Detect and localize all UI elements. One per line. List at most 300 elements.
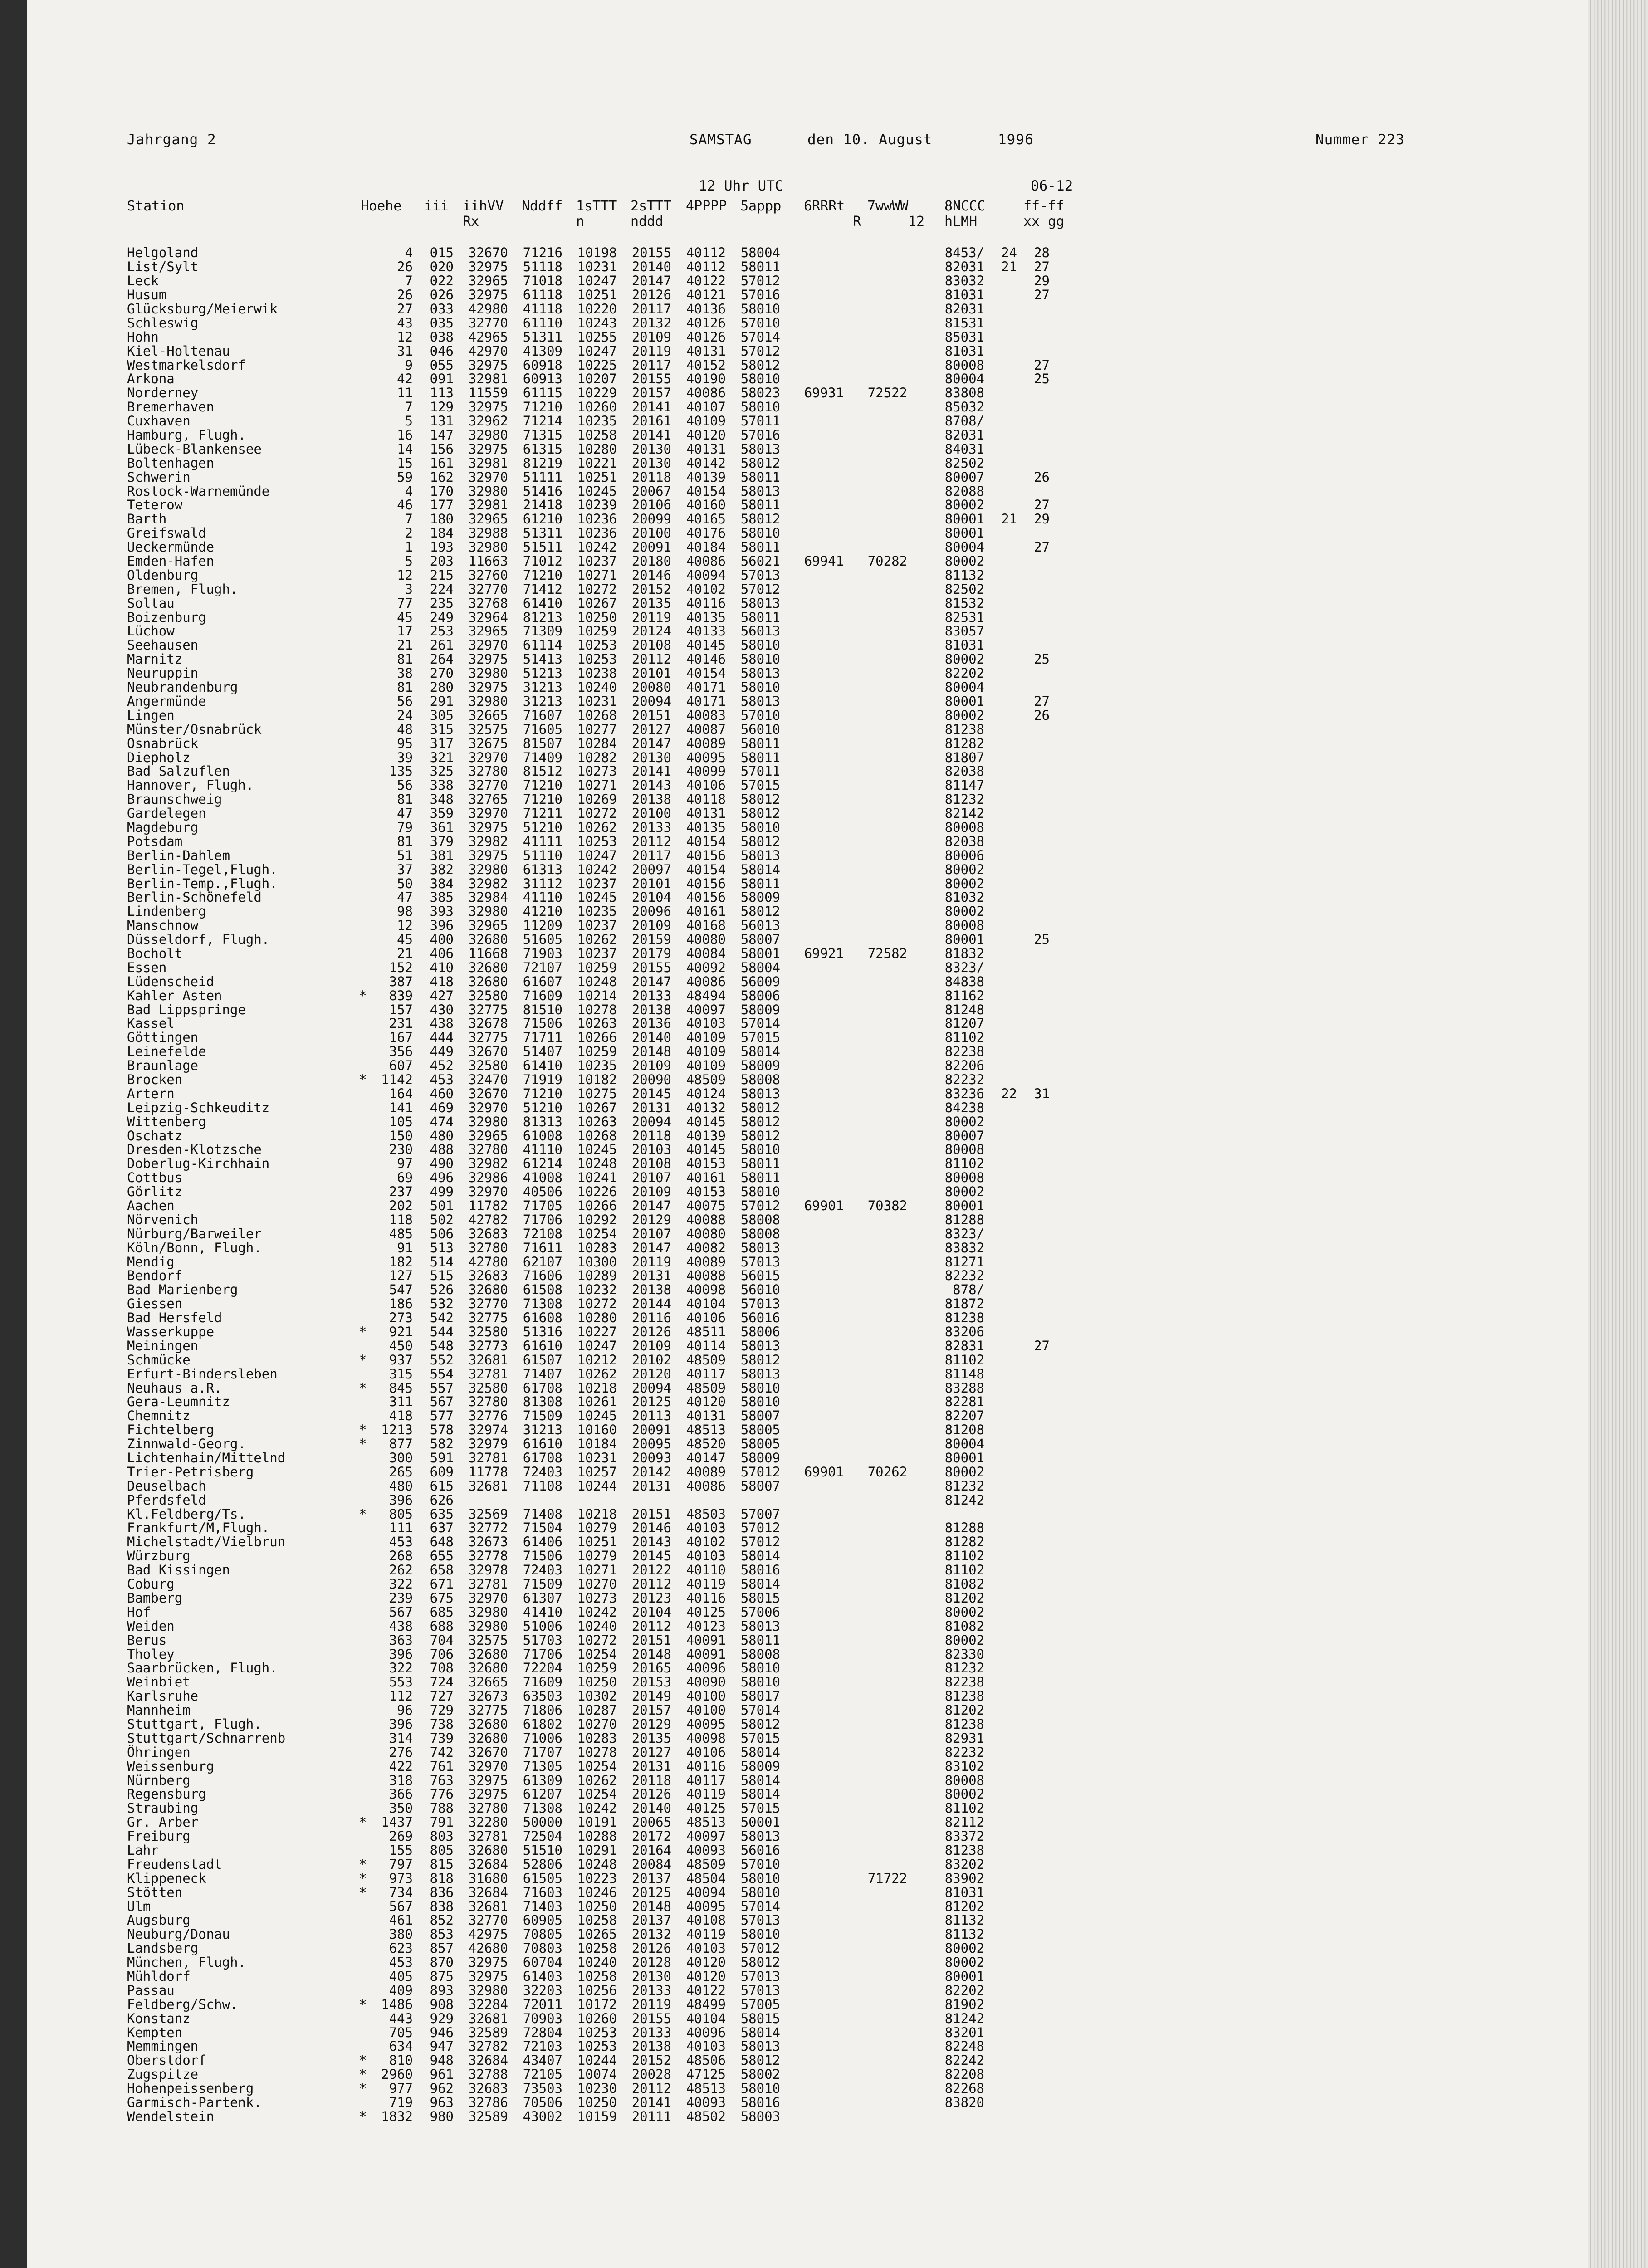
group-cloud: 81032 — [944, 890, 984, 905]
gust-value — [1017, 778, 1050, 792]
group-tendency: 57010 — [740, 315, 780, 331]
group-precip — [780, 1002, 844, 1017]
gust-value — [1017, 1535, 1050, 1549]
alpine-marker — [354, 666, 372, 680]
group-cloud: 81031 — [944, 637, 984, 653]
group-temp: 10289 — [577, 1268, 617, 1284]
group-temp: 10250 — [577, 609, 617, 625]
group-tendency: 57011 — [740, 413, 780, 429]
table-row — [127, 1535, 1050, 1549]
station-id: 444 — [430, 1030, 454, 1046]
group-temp: 10253 — [577, 651, 617, 667]
table-row — [127, 1297, 1050, 1311]
table-row — [127, 736, 1050, 750]
group-ihvv: 32965 — [468, 511, 508, 527]
group-pressure: 40131 — [686, 806, 726, 821]
alpine-marker — [354, 1549, 372, 1563]
group-tendency: 58012 — [740, 1114, 780, 1129]
station-height: 186 — [389, 1296, 413, 1312]
alpine-marker — [354, 1409, 372, 1423]
group-tendency: 58006 — [740, 987, 780, 1003]
station-id: 162 — [430, 469, 454, 485]
alpine-marker — [354, 414, 372, 428]
station-name: Mannheim — [127, 1702, 191, 1718]
station-height: 24 — [397, 707, 413, 723]
group-weather — [844, 1451, 907, 1465]
group-precip — [780, 428, 844, 442]
group-pressure: 40131 — [686, 1408, 726, 1424]
group-precip — [780, 974, 844, 988]
table-row — [127, 1815, 1050, 1829]
group-temp: 10245 — [577, 1408, 617, 1424]
gust-max — [984, 694, 1017, 709]
table-body — [127, 246, 1050, 2123]
station-id: 253 — [430, 623, 454, 639]
group-cloud: 82206 — [944, 1058, 984, 1074]
station-height: 719 — [389, 2095, 413, 2110]
group-dewpoint: 20141 — [631, 763, 671, 779]
group-dewpoint: 20135 — [631, 1730, 671, 1746]
table-row — [127, 1437, 1050, 1451]
alpine-marker: * — [359, 2053, 367, 2068]
group-nddff: 61207 — [523, 1786, 562, 1802]
group-dewpoint: 20131 — [631, 1100, 671, 1115]
group-cloud: 82038 — [944, 833, 984, 849]
station-height: 973 — [389, 1870, 413, 1886]
gust-value — [1017, 554, 1050, 568]
group-temp: 10271 — [577, 777, 617, 793]
gust-max — [984, 1815, 1017, 1829]
group-pressure: 40086 — [686, 385, 726, 401]
station-id: 875 — [430, 1968, 454, 1984]
group-ihvv: 32575 — [468, 1632, 508, 1648]
station-height: 164 — [389, 1085, 413, 1101]
group-nddff: 72403 — [523, 1562, 562, 1578]
station-name: Hamburg, Flugh. — [127, 427, 246, 443]
group-pressure: 40095 — [686, 749, 726, 765]
group-temp: 10272 — [577, 1632, 617, 1648]
group-dewpoint: 20151 — [631, 1506, 671, 1522]
station-name: Boltenhagen — [127, 455, 215, 471]
group-pressure: 40103 — [686, 1548, 726, 1564]
group-nddff: 60913 — [523, 371, 562, 387]
group-nddff: 71919 — [523, 1071, 562, 1087]
group-tendency: 57013 — [740, 1982, 780, 1998]
table-row — [127, 526, 1050, 540]
group-ihvv: 42980 — [468, 301, 508, 317]
gust-value: 27 — [1034, 497, 1050, 513]
group-pressure: 40100 — [686, 1688, 726, 1704]
group-ihvv: 32770 — [468, 777, 508, 793]
gust-value — [1017, 947, 1050, 961]
station-id: 315 — [430, 721, 454, 737]
group-nddff: 60905 — [523, 1912, 562, 1928]
col-ww-sub: 12 — [908, 214, 925, 230]
group-pressure: 40119 — [686, 1786, 726, 1802]
station-name: Emden-Hafen — [127, 553, 215, 569]
station-name: Kempten — [127, 2024, 183, 2040]
group-ihvv: 32975 — [468, 1968, 508, 1984]
col-pppp: 4PPPP — [686, 198, 727, 214]
station-name: Berlin-Tegel,Flugh. — [127, 861, 278, 877]
alpine-marker — [354, 316, 372, 330]
gust-max — [984, 1801, 1017, 1815]
group-weather — [844, 1129, 907, 1143]
station-height: 5 — [405, 413, 413, 429]
group-ihvv: 11778 — [468, 1464, 508, 1480]
alpine-marker — [354, 890, 372, 904]
group-ihvv: 32781 — [468, 1366, 508, 1382]
group-ihvv: 32781 — [468, 1576, 508, 1592]
group-weather — [844, 1255, 907, 1269]
group-cloud: 82031 — [944, 427, 984, 443]
group-pressure: 40107 — [686, 399, 726, 415]
group-nddff: 72204 — [523, 1660, 562, 1676]
station-id: 567 — [430, 1394, 454, 1410]
gust-value — [1017, 1745, 1050, 1759]
station-id: 480 — [430, 1128, 454, 1144]
station-name: Braunschweig — [127, 792, 222, 807]
group-temp: 10254 — [577, 1758, 617, 1774]
page-edge — [1588, 0, 1648, 2268]
group-weather — [844, 1941, 907, 1955]
group-pressure: 48509 — [686, 1071, 726, 1087]
station-name: Saarbrücken, Flugh. — [127, 1660, 278, 1676]
station-id: 591 — [430, 1450, 454, 1466]
group-weather — [844, 610, 907, 624]
col-hoehe: Hoehe — [361, 198, 402, 214]
group-nddff: 61406 — [523, 1534, 562, 1550]
group-tendency: 56013 — [740, 623, 780, 639]
station-name: Erfurt-Bindersleben — [127, 1366, 278, 1382]
group-nddff: 61507 — [523, 1352, 562, 1368]
group-tendency: 58012 — [740, 2053, 780, 2068]
book-spine — [0, 0, 27, 2268]
group-nddff: 41110 — [523, 1142, 562, 1158]
gust-value — [1017, 1983, 1050, 1997]
station-name: Frankfurt/M,Flugh. — [127, 1520, 270, 1536]
group-dewpoint: 20104 — [631, 890, 671, 905]
station-name: Wasserkuppe — [127, 1324, 215, 1340]
group-tendency: 58010 — [740, 679, 780, 695]
station-height: 1213 — [381, 1422, 413, 1438]
group-precip — [780, 848, 844, 862]
col-nddff: Nddff — [522, 198, 563, 214]
station-name: Barth — [127, 511, 167, 527]
group-ihvv: 32680 — [468, 932, 508, 948]
group-dewpoint: 20151 — [631, 1632, 671, 1648]
gust-max — [984, 2039, 1017, 2053]
group-tendency: 58009 — [740, 890, 780, 905]
station-id: 870 — [430, 1955, 454, 1970]
group-ihvv: 32760 — [468, 567, 508, 583]
station-id: 805 — [430, 1842, 454, 1858]
group-temp: 10223 — [577, 1870, 617, 1886]
group-tendency: 58013 — [740, 441, 780, 457]
group-pressure: 40114 — [686, 1338, 726, 1354]
gust-value — [1017, 666, 1050, 680]
group-temp: 10230 — [577, 2081, 617, 2097]
group-tendency: 56010 — [740, 721, 780, 737]
station-id: 548 — [430, 1338, 454, 1354]
station-id: 836 — [430, 1884, 454, 1900]
station-height: 2 — [405, 525, 413, 541]
alpine-marker — [354, 919, 372, 933]
alpine-marker — [354, 722, 372, 736]
alpine-marker — [354, 1045, 372, 1059]
group-weather — [844, 1759, 907, 1773]
group-precip — [780, 1703, 844, 1717]
table-row — [127, 372, 1050, 386]
group-cloud: 80008 — [944, 1170, 984, 1186]
group-temp: 10302 — [577, 1688, 617, 1704]
gust-value — [1017, 680, 1050, 694]
group-ihvv: 32680 — [468, 1730, 508, 1746]
gust-max — [984, 919, 1017, 933]
group-precip — [780, 1857, 844, 1871]
group-temp: 10300 — [577, 1254, 617, 1270]
group-dewpoint: 20109 — [631, 1338, 671, 1354]
gust-value — [1017, 862, 1050, 876]
group-ihvv: 32580 — [468, 1380, 508, 1396]
group-weather — [844, 919, 907, 933]
alpine-marker: * — [359, 1071, 367, 1087]
group-dewpoint: 20109 — [631, 329, 671, 345]
group-nddff: 71504 — [523, 1520, 562, 1536]
group-tendency: 57012 — [740, 343, 780, 359]
table-row — [127, 1577, 1050, 1591]
gust-max — [984, 1773, 1017, 1787]
group-weather — [844, 1675, 907, 1689]
group-tendency: 58014 — [740, 1548, 780, 1564]
table-row — [127, 1731, 1050, 1745]
group-cloud: 80002 — [944, 1786, 984, 1802]
gust-max — [984, 1717, 1017, 1731]
gust-value — [1017, 1100, 1050, 1114]
table-row — [127, 1395, 1050, 1409]
station-height: 480 — [389, 1478, 413, 1494]
group-weather — [844, 512, 907, 526]
gust-max — [984, 834, 1017, 848]
table-row — [127, 246, 1050, 260]
group-tendency: 57016 — [740, 427, 780, 443]
alpine-marker — [354, 1241, 372, 1255]
group-nddff: 71409 — [523, 749, 562, 765]
alpine-marker — [354, 1493, 372, 1507]
group-pressure: 40075 — [686, 1198, 726, 1213]
group-dewpoint: 20101 — [631, 665, 671, 681]
gust-max — [984, 1241, 1017, 1255]
group-ihvv: 32778 — [468, 1548, 508, 1564]
station-id: 490 — [430, 1156, 454, 1172]
table-row — [127, 1521, 1050, 1535]
group-temp: 10253 — [577, 2038, 617, 2054]
group-cloud: 80008 — [944, 1142, 984, 1158]
gust-max — [984, 1591, 1017, 1605]
group-pressure: 40109 — [686, 1058, 726, 1074]
group-ihvv: 32975 — [468, 357, 508, 373]
group-cloud: 82232 — [944, 1071, 984, 1087]
group-dewpoint: 20102 — [631, 1352, 671, 1368]
table-row — [127, 554, 1050, 568]
group-dewpoint: 20127 — [631, 721, 671, 737]
group-nddff: 51210 — [523, 1100, 562, 1115]
group-temp: 10267 — [577, 595, 617, 611]
group-weather — [844, 652, 907, 666]
group-tendency: 50001 — [740, 1814, 780, 1830]
gust-value — [1017, 2068, 1050, 2082]
group-temp: 10243 — [577, 315, 617, 331]
gust-max — [984, 2025, 1017, 2039]
weekday: SAMSTAG — [690, 132, 752, 148]
station-id: 418 — [430, 973, 454, 989]
gust-max — [984, 1521, 1017, 1535]
group-cloud: 82202 — [944, 1982, 984, 1998]
group-tendency: 57014 — [740, 1898, 780, 1914]
gust-value — [1017, 1647, 1050, 1661]
station-height: 396 — [389, 1716, 413, 1732]
table-row — [127, 1997, 1050, 2011]
alpine-marker — [354, 1787, 372, 1801]
group-tendency: 57007 — [740, 1506, 780, 1522]
group-tendency: 58010 — [740, 651, 780, 667]
col-tdd: 2sTTT — [631, 198, 672, 214]
group-precip — [780, 1395, 844, 1409]
alpine-marker — [354, 1661, 372, 1675]
group-dewpoint: 20126 — [631, 1941, 671, 1956]
group-tendency: 57012 — [740, 273, 780, 289]
group-ihvv: 32982 — [468, 833, 508, 849]
station-height: 547 — [389, 1282, 413, 1298]
station-id: 803 — [430, 1828, 454, 1844]
group-weather — [844, 722, 907, 736]
group-cloud: 81031 — [944, 1884, 984, 1900]
group-ihvv: 32980 — [468, 1604, 508, 1620]
group-nddff: 70903 — [523, 2010, 562, 2026]
group-tendency: 56016 — [740, 1310, 780, 1326]
group-temp: 10240 — [577, 1618, 617, 1634]
group-dewpoint: 20152 — [631, 581, 671, 597]
group-nddff: 71606 — [523, 1268, 562, 1284]
col-rrr-sub: R — [853, 214, 861, 230]
group-cloud: 80001 — [944, 693, 984, 709]
station-id: 763 — [430, 1772, 454, 1788]
station-id: 961 — [430, 2067, 454, 2082]
gust-max — [984, 1059, 1017, 1073]
station-id: 761 — [430, 1758, 454, 1774]
station-name: Memmingen — [127, 2038, 199, 2054]
group-precip — [780, 1970, 844, 1984]
gust-max — [984, 1002, 1017, 1017]
group-temp: 10182 — [577, 1071, 617, 1087]
table-row — [127, 821, 1050, 835]
group-cloud: 80004 — [944, 539, 984, 555]
group-precip — [780, 1535, 844, 1549]
group-pressure: 40086 — [686, 553, 726, 569]
alpine-marker — [354, 1563, 372, 1577]
group-temp: 10255 — [577, 329, 617, 345]
group-ihvv: 32772 — [468, 1520, 508, 1536]
group-temp: 10248 — [577, 1156, 617, 1172]
group-ihvv: 32970 — [468, 469, 508, 485]
station-name: Konstanz — [127, 2010, 191, 2026]
group-nddff: 71108 — [523, 1478, 562, 1494]
group-temp: 10251 — [577, 469, 617, 485]
group-dewpoint: 20148 — [631, 1044, 671, 1060]
col-ihvv-sub: Rx — [463, 214, 479, 230]
group-pressure: 40168 — [686, 918, 726, 934]
group-precip — [780, 1801, 844, 1815]
group-tendency: 57012 — [740, 1198, 780, 1213]
station-id: 270 — [430, 665, 454, 681]
group-tendency: 58011 — [740, 609, 780, 625]
alpine-marker — [354, 568, 372, 582]
group-ihvv: 32683 — [468, 2081, 508, 2097]
group-dewpoint: 20135 — [631, 595, 671, 611]
group-nddff: 71509 — [523, 1576, 562, 1592]
gust-max — [984, 1395, 1017, 1409]
gust-max — [984, 554, 1017, 568]
group-temp: 10227 — [577, 1324, 617, 1340]
group-weather — [844, 1395, 907, 1409]
station-name: Michelstadt/Vielbrun — [127, 1534, 286, 1550]
station-height: 230 — [389, 1142, 413, 1158]
group-nddff: 50000 — [523, 1814, 562, 1830]
group-cloud: 82242 — [944, 2053, 984, 2068]
group-cloud: 81082 — [944, 1576, 984, 1592]
group-pressure: 40119 — [686, 1576, 726, 1592]
gust-value — [1017, 624, 1050, 638]
gust-value: 26 — [1034, 469, 1050, 485]
station-name: Hof — [127, 1604, 151, 1620]
station-name: Köln/Bonn, Flugh. — [127, 1240, 262, 1256]
group-tendency: 58014 — [740, 2024, 780, 2040]
group-temp: 10242 — [577, 1800, 617, 1816]
station-height: 7 — [405, 399, 413, 415]
group-ihvv: 42680 — [468, 1941, 508, 1956]
group-precip — [780, 1549, 844, 1563]
group-weather — [844, 1100, 907, 1114]
station-id: 815 — [430, 1856, 454, 1872]
gust-value — [1017, 1703, 1050, 1717]
group-precip — [780, 1100, 844, 1114]
gust-max — [984, 386, 1017, 400]
station-id: 406 — [430, 945, 454, 961]
group-temp: 10254 — [577, 1226, 617, 1242]
table-row — [127, 1703, 1050, 1717]
station-id: 908 — [430, 1996, 454, 2012]
col-appp: 5appp — [740, 198, 782, 214]
station-height: 1832 — [381, 2108, 413, 2124]
group-precip — [780, 1521, 844, 1535]
gust-max — [984, 274, 1017, 288]
station-name: München, Flugh. — [127, 1955, 246, 1970]
gust-max: 22 — [1001, 1085, 1017, 1101]
group-nddff: 61410 — [523, 595, 562, 611]
group-nddff: 81507 — [523, 735, 562, 751]
group-weather — [844, 1367, 907, 1381]
group-ihvv: 32575 — [468, 721, 508, 737]
group-cloud: 81132 — [944, 1926, 984, 1942]
group-ihvv: 11668 — [468, 945, 508, 961]
gust-value — [1017, 1927, 1050, 1941]
group-precip — [780, 1661, 844, 1675]
group-precip — [780, 442, 844, 456]
station-name: Freudenstadt — [127, 1856, 222, 1872]
group-precip — [780, 1619, 844, 1633]
alpine-marker — [354, 1479, 372, 1493]
group-ihvv: 32681 — [468, 1352, 508, 1368]
